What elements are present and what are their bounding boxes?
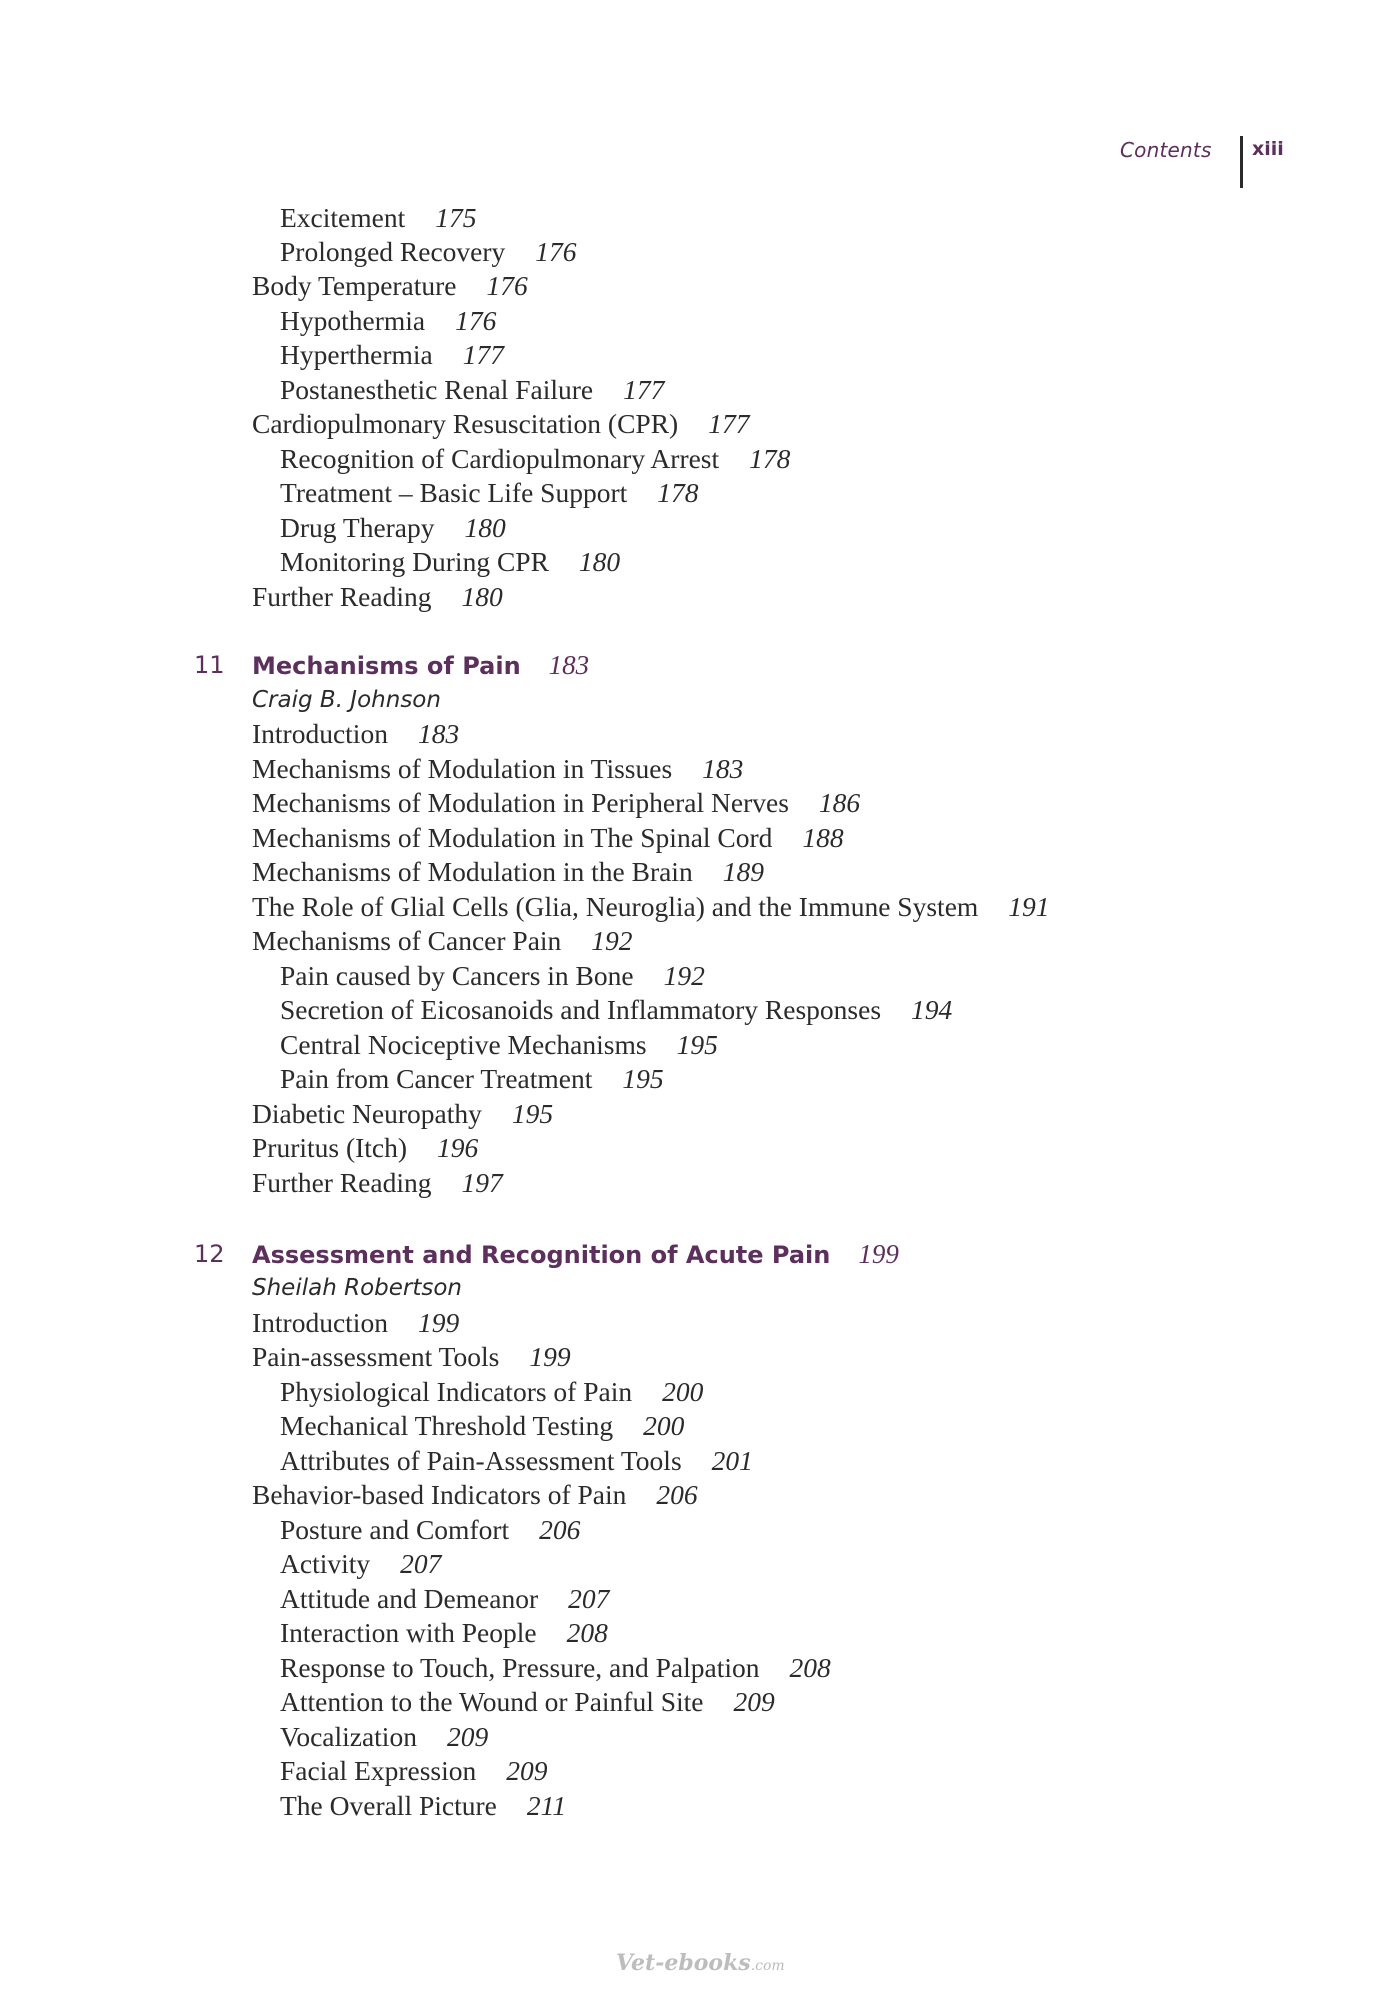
toc-entry: Interaction with People 208 bbox=[280, 1617, 608, 1648]
toc-page-number: 191 bbox=[1008, 891, 1050, 922]
toc-entry: Excitement 175 bbox=[280, 202, 477, 233]
running-head-contents: Contents bbox=[1120, 138, 1212, 162]
toc-page-number: 199 bbox=[529, 1341, 571, 1372]
toc-page-number: 206 bbox=[539, 1514, 581, 1545]
chapter-author: Sheilah Robertson bbox=[252, 1275, 462, 1301]
toc-page-number: 209 bbox=[446, 1721, 489, 1752]
toc-entry: Drug Therapy 180 bbox=[280, 512, 506, 543]
toc-page-number: 209 bbox=[506, 1755, 548, 1786]
toc-page-number: 177 bbox=[462, 339, 504, 370]
toc-entry: Physiological Indicators of Pain 200 bbox=[280, 1376, 704, 1407]
toc-entry: Attitude and Demeanor 207 bbox=[280, 1583, 610, 1614]
toc-page-number: 211 bbox=[526, 1790, 567, 1821]
toc-entry: Recognition of Cardiopulmonary Arrest 178 bbox=[280, 443, 791, 474]
toc-entry: Attributes of Pain-Assessment Tools 201 bbox=[280, 1445, 753, 1476]
toc-page-number: 200 bbox=[662, 1376, 704, 1407]
toc-page-number: 209 bbox=[733, 1686, 775, 1717]
toc-page-number: 176 bbox=[535, 236, 577, 267]
toc-page-number: 208 bbox=[789, 1652, 831, 1683]
toc-entry: Further Reading 180 bbox=[252, 581, 503, 612]
toc-entry: Behavior-based Indicators of Pain 206 bbox=[252, 1479, 698, 1510]
toc-page-number: 197 bbox=[461, 1167, 503, 1198]
toc-entry: Secretion of Eicosanoids and Inflammatory Responses 194 bbox=[280, 994, 953, 1025]
toc-page-number: 207 bbox=[400, 1548, 442, 1579]
toc-entry: Hypothermia 176 bbox=[280, 305, 497, 336]
toc-entry: Further Reading 197 bbox=[252, 1167, 503, 1198]
toc-entry: Mechanisms of Modulation in the Brain 189 bbox=[252, 856, 764, 887]
toc-entry: Mechanisms of Modulation in The Spinal Cord 188 bbox=[252, 822, 844, 853]
toc-entry: The Role of Glial Cells (Glia, Neuroglia) and the Immune System 191 bbox=[252, 891, 1050, 922]
chapter-page-number: 183 bbox=[548, 650, 590, 680]
toc-entry: Mechanisms of Modulation in Peripheral Nerves 186 bbox=[252, 787, 861, 818]
toc-page-number: 199 bbox=[417, 1307, 460, 1338]
toc-entry: Pruritus (Itch) 196 bbox=[252, 1132, 479, 1163]
toc-page-number: 194 bbox=[911, 994, 953, 1025]
toc-page-number: 200 bbox=[643, 1410, 685, 1441]
toc-entry: Treatment – Basic Life Support 178 bbox=[280, 477, 699, 508]
toc-entry: Vocalization 209 bbox=[280, 1721, 489, 1752]
chapter-title: Assessment and Recognition of Acute Pain 199 bbox=[252, 1239, 899, 1269]
toc-page-number: 183 bbox=[417, 718, 460, 749]
toc-entry: Central Nociceptive Mechanisms 195 bbox=[280, 1029, 718, 1060]
toc-page-number: 207 bbox=[568, 1583, 610, 1614]
toc-page-number: 189 bbox=[722, 856, 764, 887]
toc-page-number: 186 bbox=[818, 787, 861, 818]
toc-entry: Mechanisms of Modulation in Tissues 183 bbox=[252, 753, 744, 784]
toc-entry: Activity 207 bbox=[280, 1548, 442, 1579]
toc-entry: Diabetic Neuropathy 195 bbox=[252, 1098, 554, 1129]
toc-entry: Body Temperature 176 bbox=[252, 270, 528, 301]
toc-entry: Postanesthetic Renal Failure 177 bbox=[280, 374, 665, 405]
watermark-logo: Vet-ebooks.com bbox=[616, 1950, 785, 1976]
toc-page-number: 183 bbox=[702, 753, 744, 784]
toc-page-number: 195 bbox=[622, 1063, 664, 1094]
chapter-number: 12 bbox=[194, 1240, 225, 1268]
chapter-number: 11 bbox=[194, 651, 225, 679]
toc-page-number: 178 bbox=[657, 477, 699, 508]
chapter-author: Craig B. Johnson bbox=[252, 687, 441, 713]
toc-page-number: 195 bbox=[676, 1029, 718, 1060]
toc-page-number: 177 bbox=[623, 374, 665, 405]
toc-entry: Prolonged Recovery 176 bbox=[280, 236, 577, 267]
toc-entry: Pain-assessment Tools 199 bbox=[252, 1341, 571, 1372]
toc-entry: Hyperthermia 177 bbox=[280, 339, 504, 370]
toc-page-number: 178 bbox=[749, 443, 791, 474]
header-divider bbox=[1240, 136, 1243, 188]
toc-page-number: 180 bbox=[464, 512, 506, 543]
chapter-title: Mechanisms of Pain 183 bbox=[252, 650, 590, 680]
toc-page-number: 177 bbox=[708, 408, 750, 439]
toc-entry: Posture and Comfort 206 bbox=[280, 1514, 581, 1545]
toc-page-number: 188 bbox=[802, 822, 844, 853]
toc-entry: Pain caused by Cancers in Bone 192 bbox=[280, 960, 705, 991]
chapter-page-number: 199 bbox=[858, 1239, 899, 1269]
page-number: xiii bbox=[1252, 138, 1284, 160]
toc-entry: Monitoring During CPR 180 bbox=[280, 546, 621, 577]
toc-page-number: 180 bbox=[578, 546, 621, 577]
toc-page-number: 176 bbox=[455, 305, 497, 336]
toc-entry: Introduction 183 bbox=[252, 718, 460, 749]
toc-page-number: 175 bbox=[435, 202, 477, 233]
toc-page-number: 192 bbox=[591, 925, 633, 956]
toc-entry: Cardiopulmonary Resuscitation (CPR) 177 bbox=[252, 408, 750, 439]
toc-entry: Attention to the Wound or Painful Site 209 bbox=[280, 1686, 775, 1717]
toc-entry: Response to Touch, Pressure, and Palpation 208 bbox=[280, 1652, 831, 1683]
toc-entry: The Overall Picture 211 bbox=[280, 1790, 567, 1821]
toc-page-number: 180 bbox=[461, 581, 503, 612]
toc-page-number: 201 bbox=[711, 1445, 753, 1476]
toc-page-number: 206 bbox=[656, 1479, 698, 1510]
toc-entry: Pain from Cancer Treatment 195 bbox=[280, 1063, 664, 1094]
toc-entry: Mechanisms of Cancer Pain 192 bbox=[252, 925, 633, 956]
toc-entry: Facial Expression 209 bbox=[280, 1755, 548, 1786]
toc-page-number: 196 bbox=[437, 1132, 479, 1163]
toc-page-number: 208 bbox=[566, 1617, 608, 1648]
toc-entry: Introduction 199 bbox=[252, 1307, 460, 1338]
toc-page-number: 176 bbox=[486, 270, 528, 301]
toc-page-number: 195 bbox=[511, 1098, 554, 1129]
toc-page-number: 192 bbox=[663, 960, 705, 991]
toc-entry: Mechanical Threshold Testing 200 bbox=[280, 1410, 685, 1441]
